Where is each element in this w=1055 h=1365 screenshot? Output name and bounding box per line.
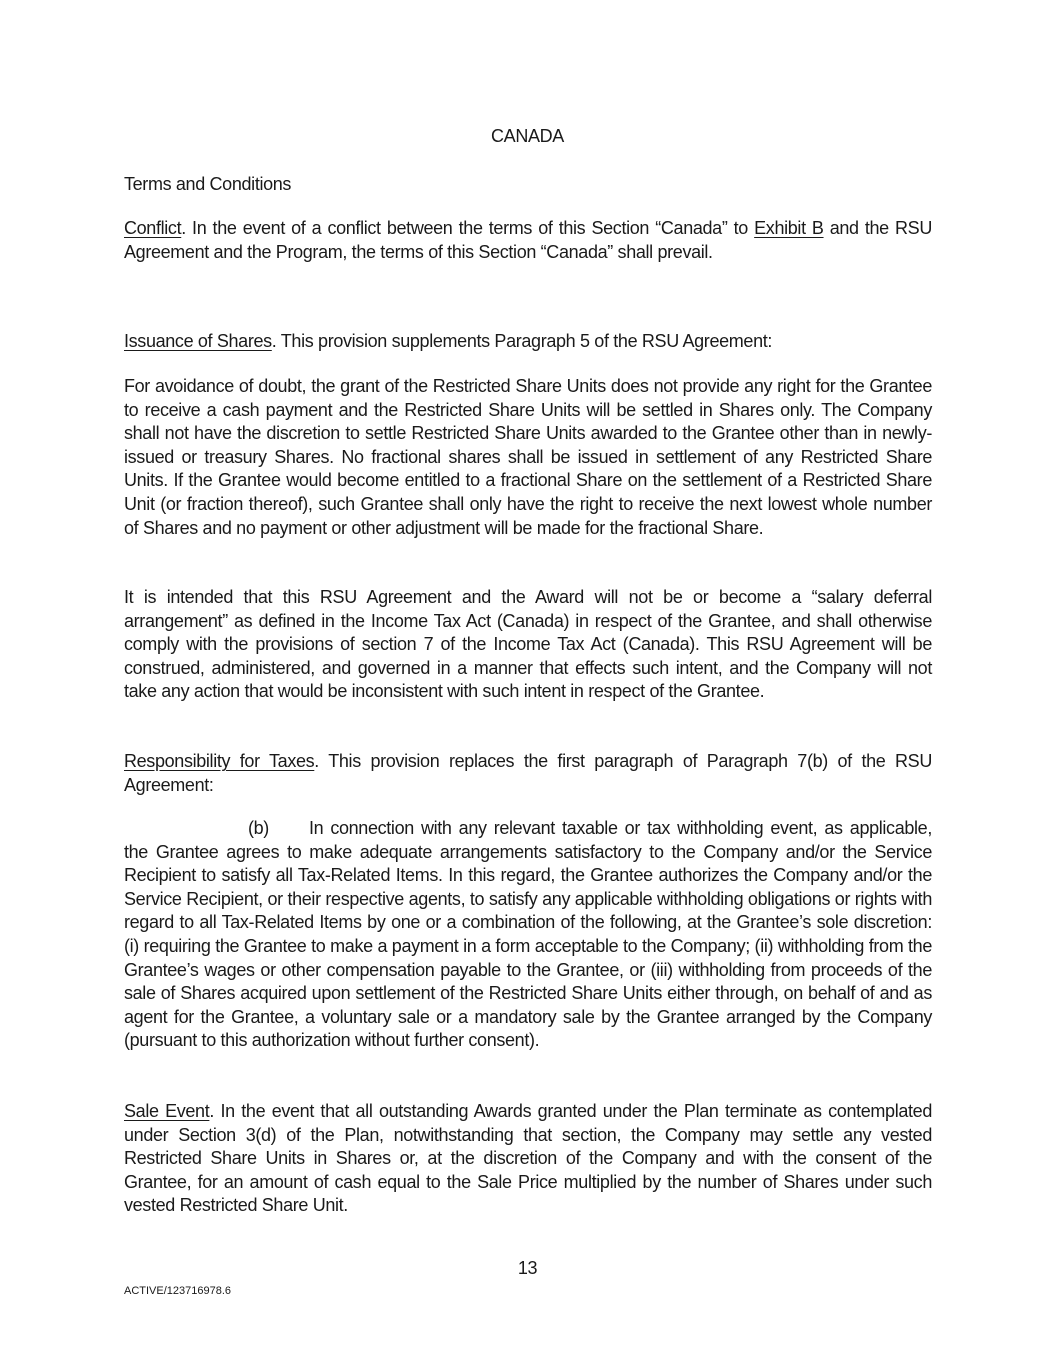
exhibit-b-reference: Exhibit B xyxy=(754,218,824,238)
avoidance-paragraph: For avoidance of doubt, the grant of the Restricted Share Units does not provide any right for the Grantee to receive a cash payment and the Restricted Share Units will be settled in Shares only. The Company shall not have the discretion to settle Restricted Share Units awarded to the Grantee other than in newly-issued or treasury Shares. No fractional shares shall be issued in settlement of any Restricted Share Units. If the Grantee would become entitled to a fractional Share on the settlement of a Restricted Share Unit (or fraction thereof), such Grantee shall only have the right to receive the next lowest whole number of Shares and no payment or other adjustment will be made for the fractional Share. xyxy=(124,376,932,538)
issuance-text: . This provision supplements Paragraph 5 of the RSU Agreement: xyxy=(271,331,773,351)
paragraph-b-marker: (b) xyxy=(248,818,269,838)
responsibility-text: . This provision replaces the first paragraph of Paragraph 7(b) of the RSU Agreement: xyxy=(124,751,932,795)
terms-subheading: Terms and Conditions xyxy=(124,174,292,194)
paragraph-b-text: In connection with any relevant taxable or tax withholding event, as applicable, the Grantee agrees to make adequate arrangements satisfactory to the Company and/or the Service Recipient to satisfy all Tax-Related Items. In this regard, the Grantee authorizes the Company and/or the Service Recipient, or their respective agents, to satisfy any applicable withholding obligations or rights with regard to all Tax-Related Items by one or a combination of the following, at the Grantee’s sole discretion: (i) requiring the Grantee to make a payment in a form acceptable to the Company; (ii) withholding from the Grantee’s wages or other compensation payable to the Grantee, or (iii) withholding from proceeds of the sale of Shares acquired upon settlement of the Restricted Share Units either through, on behalf of and as agent for the Grantee, a voluntary sale or a mandatory sale by the Grantee arranged by the Company (pursuant to this authorization without further consent). xyxy=(124,818,932,1051)
responsibility-title: Responsibility for Taxes xyxy=(124,751,315,771)
document-id-footer: ACTIVE/123716978.6 xyxy=(124,1285,232,1297)
withholding-paragraph xyxy=(124,817,932,1053)
sale-event-title: Sale Event xyxy=(124,1101,210,1121)
salary-deferral-paragraph: It is intended that this RSU Agreement and the Award will not be or become a “salary deferral arrangement” as defined in the Income Tax Act (Canada) in respect of the Grantee, and shall otherwise comply with the provisions of section 7 of the Income Tax Act (Canada). This RSU Agreement will be construed, administered, and governed in a manner that effects such intent, and the Company will not take any action that would be inconsistent with such intent in respect of the Grantee. xyxy=(124,587,932,702)
conflict-text-2: and the RSU Agreement and the Program, the terms of this Section “Canada” shall prevail. xyxy=(124,218,932,262)
page-number: 13 xyxy=(517,1258,538,1278)
conflict-text-1: . In the event of a conflict between the terms of this Section “Canada” to xyxy=(181,218,755,238)
responsibility-heading-paragraph xyxy=(124,750,932,797)
issuance-heading-paragraph xyxy=(124,330,932,354)
conflict-title: Conflict xyxy=(124,218,182,238)
issuance-title: Issuance of Shares xyxy=(124,331,272,351)
section-heading: CANADA xyxy=(491,126,564,146)
sale-event-text: . In the event that all outstanding Awards granted under the Plan terminate as contemplated under Section 3(d) of the Plan, notwithstanding that section, the Company may settle any vested Restricted Share Units in Shares or, at the discretion of the Company and with the consent of the Grantee, for an amount of cash equal to the Sale Price multiplied by the number of Shares under such vested Restricted Share Unit. xyxy=(124,1101,932,1216)
sale-event-paragraph xyxy=(124,1100,932,1218)
conflict-paragraph xyxy=(124,217,932,264)
